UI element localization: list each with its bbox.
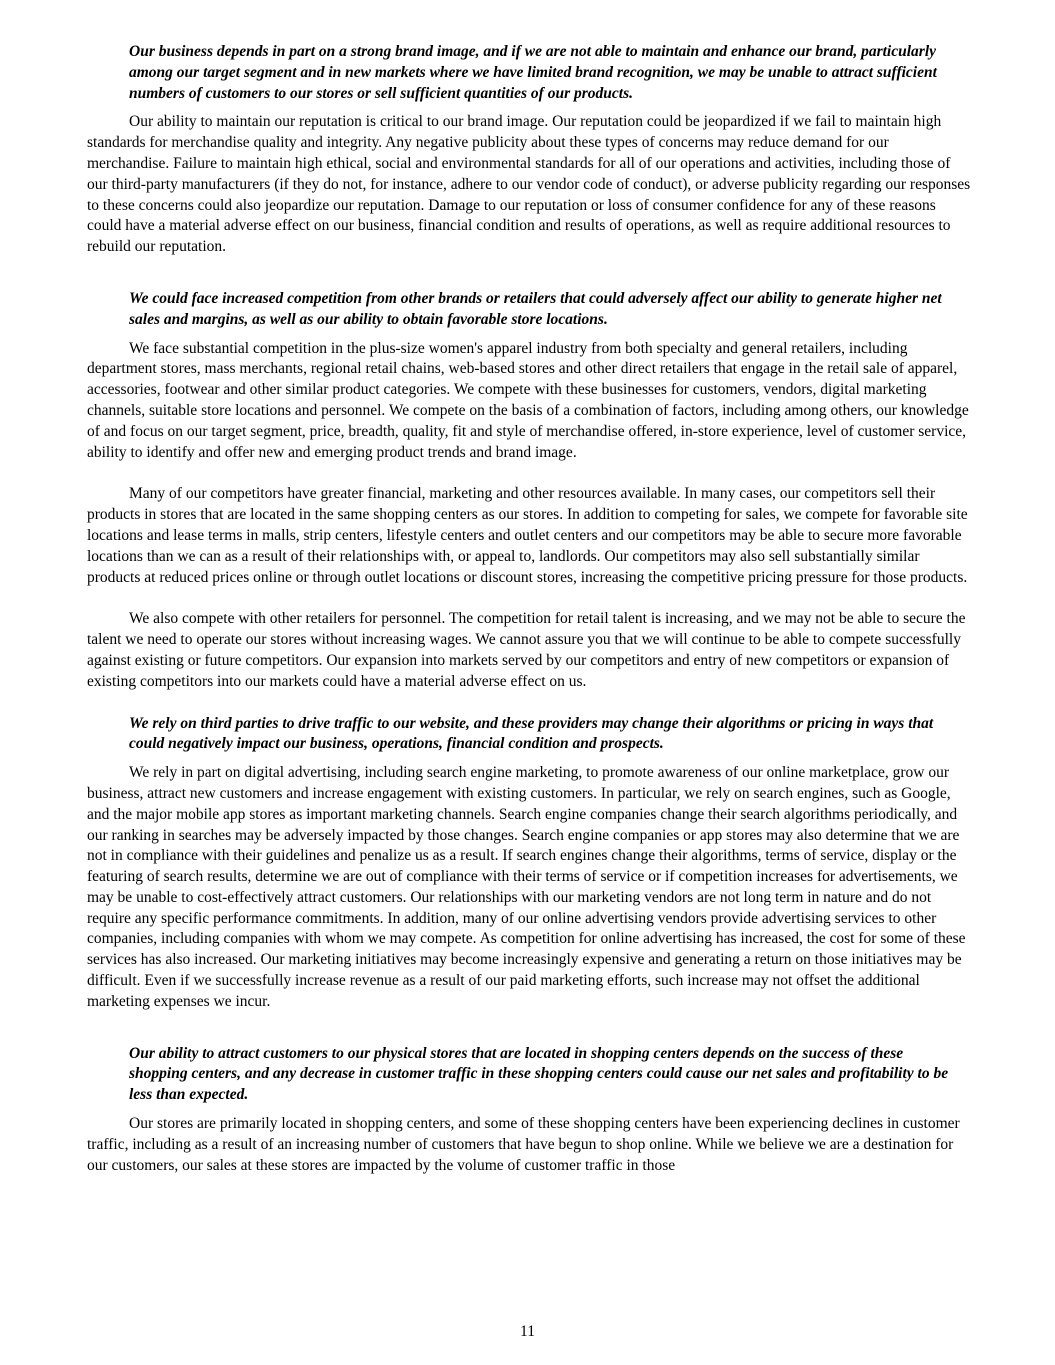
document-page [87, 42, 971, 1176]
paragraph-competition-personnel: We also compete with other retailers for personnel. The competition for retail talent is increasing, and we may not be able to secure the talent we need to operate our stores without increasing wages. We cannot assure you that we will continue to be able to compete successfully against existing or future competitors. Our expansion into markets served by our competitors and entry of new competitors or expansion of existing competitors into our markets could have a material adverse effect on us. [87, 610, 966, 690]
paragraph-digital-advertising: We rely in part on digital advertising, including search engine marketing, to promote awareness of our online marketplace, grow our business, attract new customers and increase engagement with existing customers. In particular, we rely on search engines, such as Google, and the major mobile app stores as important marketing channels. Search engine companies change their search algorithms periodically, and our ranking in searches may be adversely impacted by those changes. Search engine companies or app stores may also determine that we are not in compliance with their guidelines and penalize us as a result. If search engines change their algorithms, terms of service, display or the featuring of search results, determine we are out of compliance with their terms of service or if competition increases for advertisements, we may be unable to cost-effectively attract customers. Our relationships with our marketing vendors are not long term in nature and do not require any specific performance commitments. In addition, many of our online advertising vendors provide advertising services to other companies, including companies with whom we may compete. As competition for online advertising has increased, the cost for some of these services has also increased. Our marketing initiatives may become increasingly expensive and generating a return on those initiatives may be difficult. Even if we successfully increase revenue as a result of our paid marketing efforts, such increase may not offset the additional marketing expenses we incur. [87, 764, 966, 1010]
section-heading-third-party-traffic: We rely on third parties to drive traffic to our website, and these providers may change their algorithms or pricing in ways that could negatively impact our business, operations, financial condition and prospects. [129, 714, 934, 753]
section-heading-shopping-centers: Our ability to attract customers to our physical stores that are located in shopping centers depends on the success of these shopping centers, and any decrease in customer traffic in these shopping centers could cause our net sales and profitability to be less than expected. [129, 1044, 949, 1104]
paragraph-competitor-resources: Many of our competitors have greater financial, marketing and other resources available. In many cases, our competitors sell their products in stores that are located in the same shopping centers as our stores. In addition to competing for sales, we compete for favorable site locations and lease terms in malls, strip centers, lifestyle centers and outlet centers and our competitors may be able to secure more favorable locations than we can as a result of their relationships with, or appeal to, landlords. Our competitors may also sell substantially similar products at reduced prices online or through outlet locations or discount stores, increasing the competitive pricing pressure for those products. [87, 485, 968, 586]
section-heading-brand-image: Our business depends in part on a strong brand image, and if we are not able to maintain and enhance our brand, particularly among our target segment and in new markets where we have limited brand recognition, we may be unable to attract sufficient numbers of customers to our stores or sell sufficient quantities of our products. [129, 43, 937, 102]
paragraph-shopping-center-traffic: Our stores are primarily located in shopping centers, and some of these shopping centers have been experiencing declines in customer traffic, including as a result of an increasing number of customers that have begun to shop online. While we believe we are a destination for our customers, our sales at these stores are impacted by the volume of customer traffic in those [87, 1115, 960, 1174]
page-number: 11 [520, 1323, 535, 1340]
paragraph-competition-retailers: We face substantial competition in the plus-size women's apparel industry from both specialty and general retailers, including department stores, mass merchants, regional retail chains, web-based stores and other direct retailers that engage in the retail sale of apparel, accessories, footwear and other similar product categories. We compete with these businesses for customers, vendors, digital marketing channels, suitable store locations and personnel. We compete on the basis of a combination of factors, including among others, our knowledge of and focus on our target segment, price, breadth, quality, fit and style of merchandise offered, in-store experience, level of customer service, ability to identify and offer new and emerging product trends and brand image. [87, 339, 969, 461]
paragraph-brand-reputation: Our ability to maintain our reputation is critical to our brand image. Our reputation could be jeopardized if we fail to maintain high standards for merchandise quality and integrity. Any negative publicity about these types of concerns may reduce demand for our merchandise. Failure to maintain high ethical, social and environmental standards for all of our operations and activities, including those of our third-party manufacturers (if they do not, for instance, adhere to our vendor code of conduct), or adverse publicity regarding our responses to these concerns could also jeopardize our reputation. Damage to our reputation or loss of consumer confidence for any of these reasons could have a material adverse effect on our business, financial condition and results of operations, as well as require additional resources to rebuild our reputation. [87, 113, 971, 256]
section-heading-competition: We could face increased competition from other brands or retailers that could adversely affect our ability to generate higher net sales and margins, as well as our ability to obtain favorable store locations. [129, 289, 942, 328]
